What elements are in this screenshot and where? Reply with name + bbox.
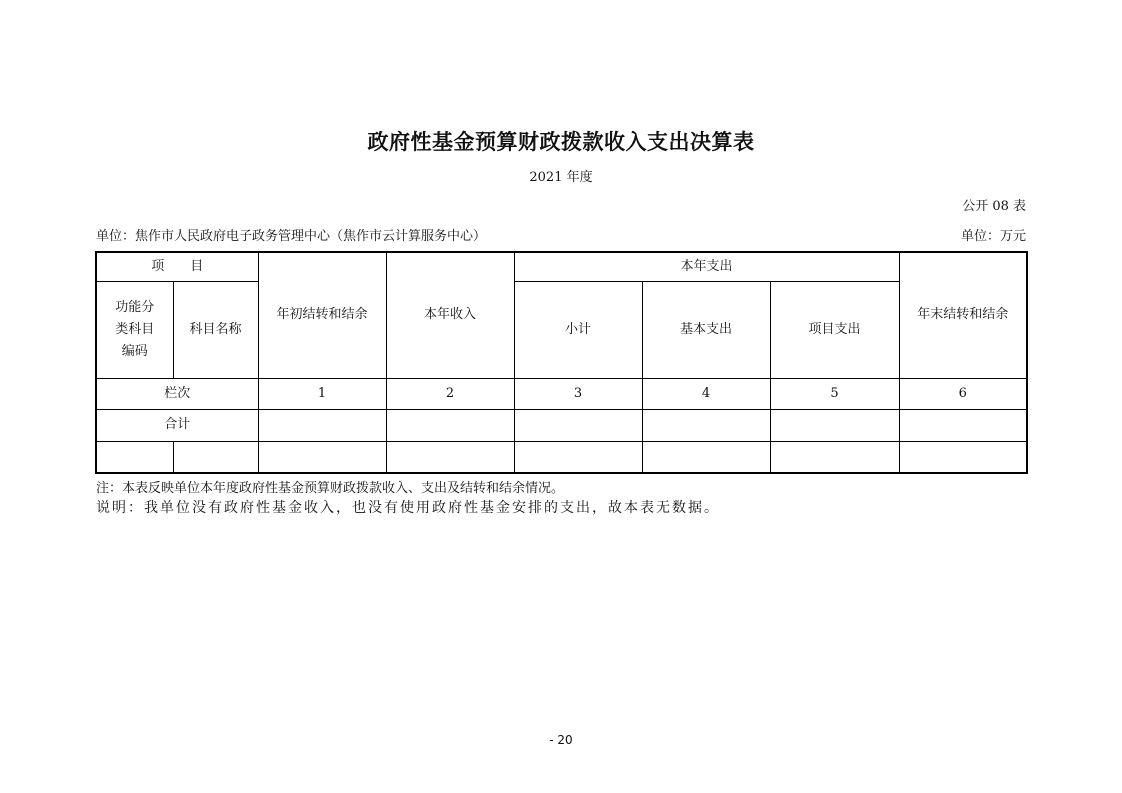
table-cell <box>899 409 1027 441</box>
table-cell <box>514 409 642 441</box>
col-number: 2 <box>386 378 514 409</box>
header-subject-name: 科目名称 <box>173 281 258 378</box>
currency-unit: 单位：万元 <box>960 229 1026 244</box>
table-cell <box>386 441 514 473</box>
row-index-label: 栏次 <box>96 378 258 409</box>
col-number: 3 <box>514 378 642 409</box>
table-cell <box>899 441 1027 473</box>
table-cell <box>642 441 770 473</box>
table-cell <box>258 441 386 473</box>
page-title: 政府性基金预算财政拨款收入支出决算表 <box>367 130 755 154</box>
table-row <box>96 441 1027 473</box>
year-label: 2021 年度 <box>529 170 593 185</box>
table-cell <box>642 409 770 441</box>
table-cell <box>514 441 642 473</box>
organization-unit: 单位：焦作市人民政府电子政务管理中心（焦作市云计算服务中心） <box>96 229 487 244</box>
header-item: 项 目 <box>96 252 258 281</box>
form-number: 公开 08 表 <box>962 199 1026 214</box>
table-cell <box>258 409 386 441</box>
table-note: 注：本表反映单位本年度政府性基金预算财政拨款收入、支出及结转和结余情况。 <box>96 481 565 496</box>
table-row <box>96 378 1027 409</box>
header-expense: 本年支出 <box>514 252 899 281</box>
col-number: 4 <box>642 378 770 409</box>
page-number: - 20 <box>549 733 573 747</box>
header-subtotal: 小计 <box>514 281 642 378</box>
table-cell <box>173 441 258 473</box>
table-cell <box>770 409 899 441</box>
table-row <box>96 409 1027 441</box>
budget-table <box>95 251 1028 474</box>
header-project-expense: 项目支出 <box>770 281 899 378</box>
total-label: 合计 <box>96 409 258 441</box>
header-func-code: 功能分类科目编码 <box>96 281 173 378</box>
table-cell <box>770 441 899 473</box>
header-basic-expense: 基本支出 <box>642 281 770 378</box>
header-income: 本年收入 <box>386 252 514 378</box>
header-opening-balance: 年初结转和结余 <box>258 252 386 378</box>
header-closing-balance: 年末结转和结余 <box>899 252 1027 378</box>
col-number: 5 <box>770 378 899 409</box>
col-number: 6 <box>899 378 1027 409</box>
table-cell <box>386 409 514 441</box>
explanation-note: 说明：我单位没有政府性基金收入，也没有使用政府性基金安排的支出，故本表无数据。 <box>96 500 720 516</box>
col-number: 1 <box>258 378 386 409</box>
table-cell <box>96 441 173 473</box>
